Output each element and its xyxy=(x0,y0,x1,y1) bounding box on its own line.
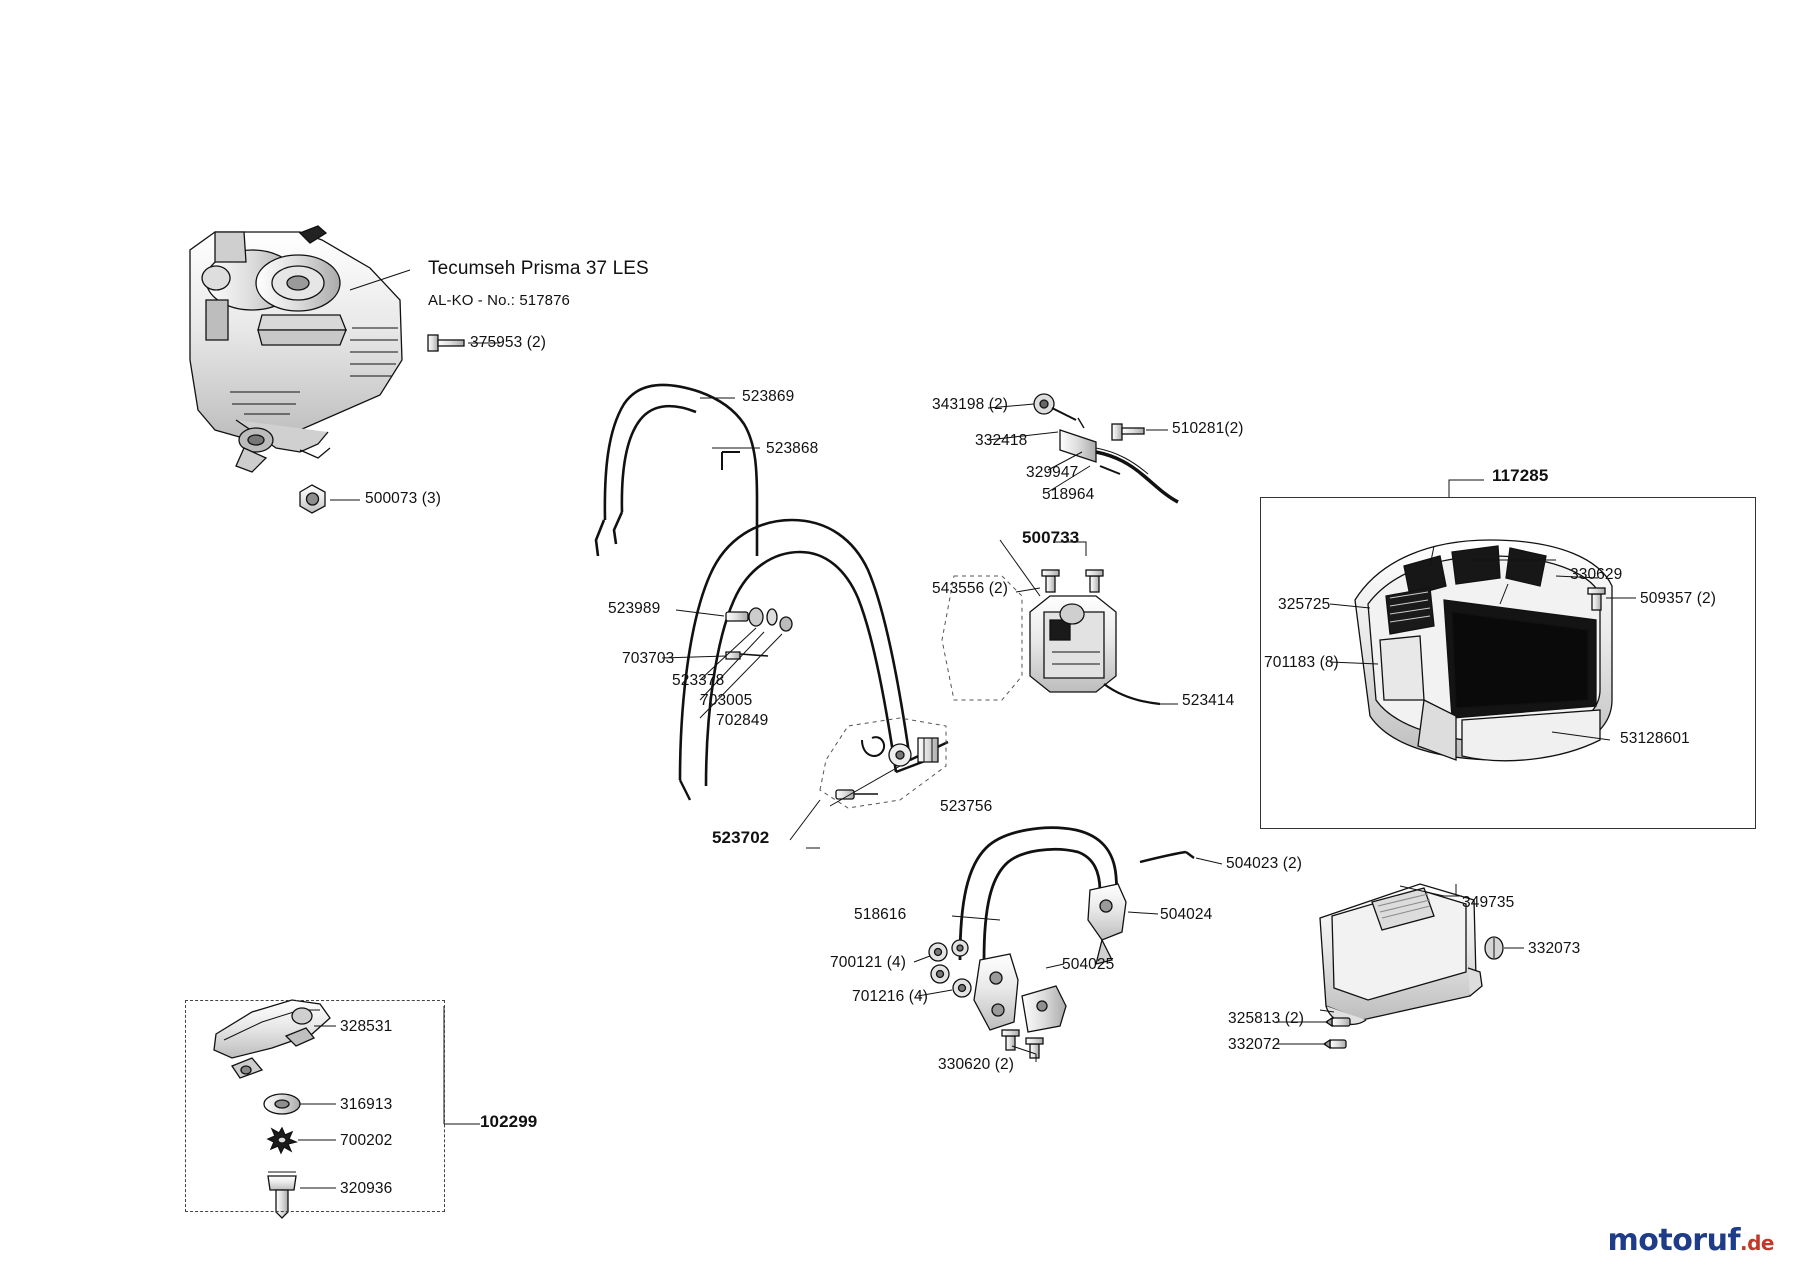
label-316913: 316913 xyxy=(340,1096,393,1113)
label-320936: 320936 xyxy=(340,1180,393,1197)
upper-handle-bars xyxy=(596,385,757,556)
blade-group-box xyxy=(185,1000,445,1212)
label-701183: 701183 (8) xyxy=(1264,654,1339,671)
label-518964: 518964 xyxy=(1042,486,1095,503)
label-330629: 330629 xyxy=(1570,566,1623,583)
label-328531: 328531 xyxy=(340,1018,393,1035)
label-500073: 500073 (3) xyxy=(365,490,441,507)
label-500733: 500733 xyxy=(1022,528,1080,547)
label-523869: 523869 xyxy=(742,388,795,405)
label-523989: 523989 xyxy=(608,600,661,617)
label-325813: 325813 (2) xyxy=(1228,1010,1304,1027)
label-700202: 700202 xyxy=(340,1132,393,1149)
label-504024: 504024 xyxy=(1160,906,1213,923)
label-330620: 330620 (2) xyxy=(938,1056,1014,1073)
label-332073: 332073 xyxy=(1528,940,1581,957)
label-509357: 509357 (2) xyxy=(1640,590,1716,607)
label-703005: 703005 xyxy=(700,692,753,709)
label-510281: 510281(2) xyxy=(1172,420,1244,437)
bolt-375953 xyxy=(428,335,464,351)
label-343198: 343198 (2) xyxy=(932,396,1008,413)
handle-bracket-lower xyxy=(974,954,1066,1032)
handle-bracket-upper xyxy=(1088,884,1126,964)
engine-illustration xyxy=(190,226,402,472)
label-504023: 504023 (2) xyxy=(1226,855,1302,872)
label-523378: 523378 xyxy=(672,672,725,689)
label-703703: 703703 xyxy=(622,650,675,667)
label-701216: 701216 (4) xyxy=(852,988,928,1005)
label-329947: 329947 xyxy=(1026,464,1079,481)
label-102299: 102299 xyxy=(480,1112,538,1131)
label-349735: 349735 xyxy=(1462,894,1515,911)
label-53128601: 53128601 xyxy=(1620,730,1690,747)
label-332418-only: 332418 xyxy=(975,432,1028,449)
label-504025: 504025 xyxy=(1062,956,1115,973)
cable-clip-group xyxy=(836,737,938,799)
watermark xyxy=(1607,1223,1774,1258)
label-332072: 332072 xyxy=(1228,1036,1281,1053)
label-117285: 117285 xyxy=(1492,466,1549,485)
handle-hardware xyxy=(726,608,792,659)
watermark-main: motoruf xyxy=(1607,1223,1741,1258)
label-325725: 325725 xyxy=(1278,596,1331,613)
label-523868: 523868 xyxy=(766,440,819,457)
label-523702: 523702 xyxy=(712,828,770,847)
label-523756: 523756 xyxy=(940,798,993,815)
label-700121: 700121 (4) xyxy=(830,954,906,971)
label-518616: 518616 xyxy=(854,906,907,923)
watermark-suffix: .de xyxy=(1740,1231,1774,1255)
label-543556: 543556 (2) xyxy=(932,580,1008,597)
label-523414: 523414 xyxy=(1182,692,1235,709)
nut-500073 xyxy=(300,485,325,513)
diagram-title: Tecumseh Prisma 37 LES xyxy=(428,258,649,279)
label-702849: 702849 xyxy=(716,712,769,729)
diagram-subtitle: AL-KO - No.: 517876 xyxy=(428,292,570,309)
switch-box-assembly xyxy=(1030,570,1160,704)
label-375953: 375953 (2) xyxy=(470,334,546,351)
